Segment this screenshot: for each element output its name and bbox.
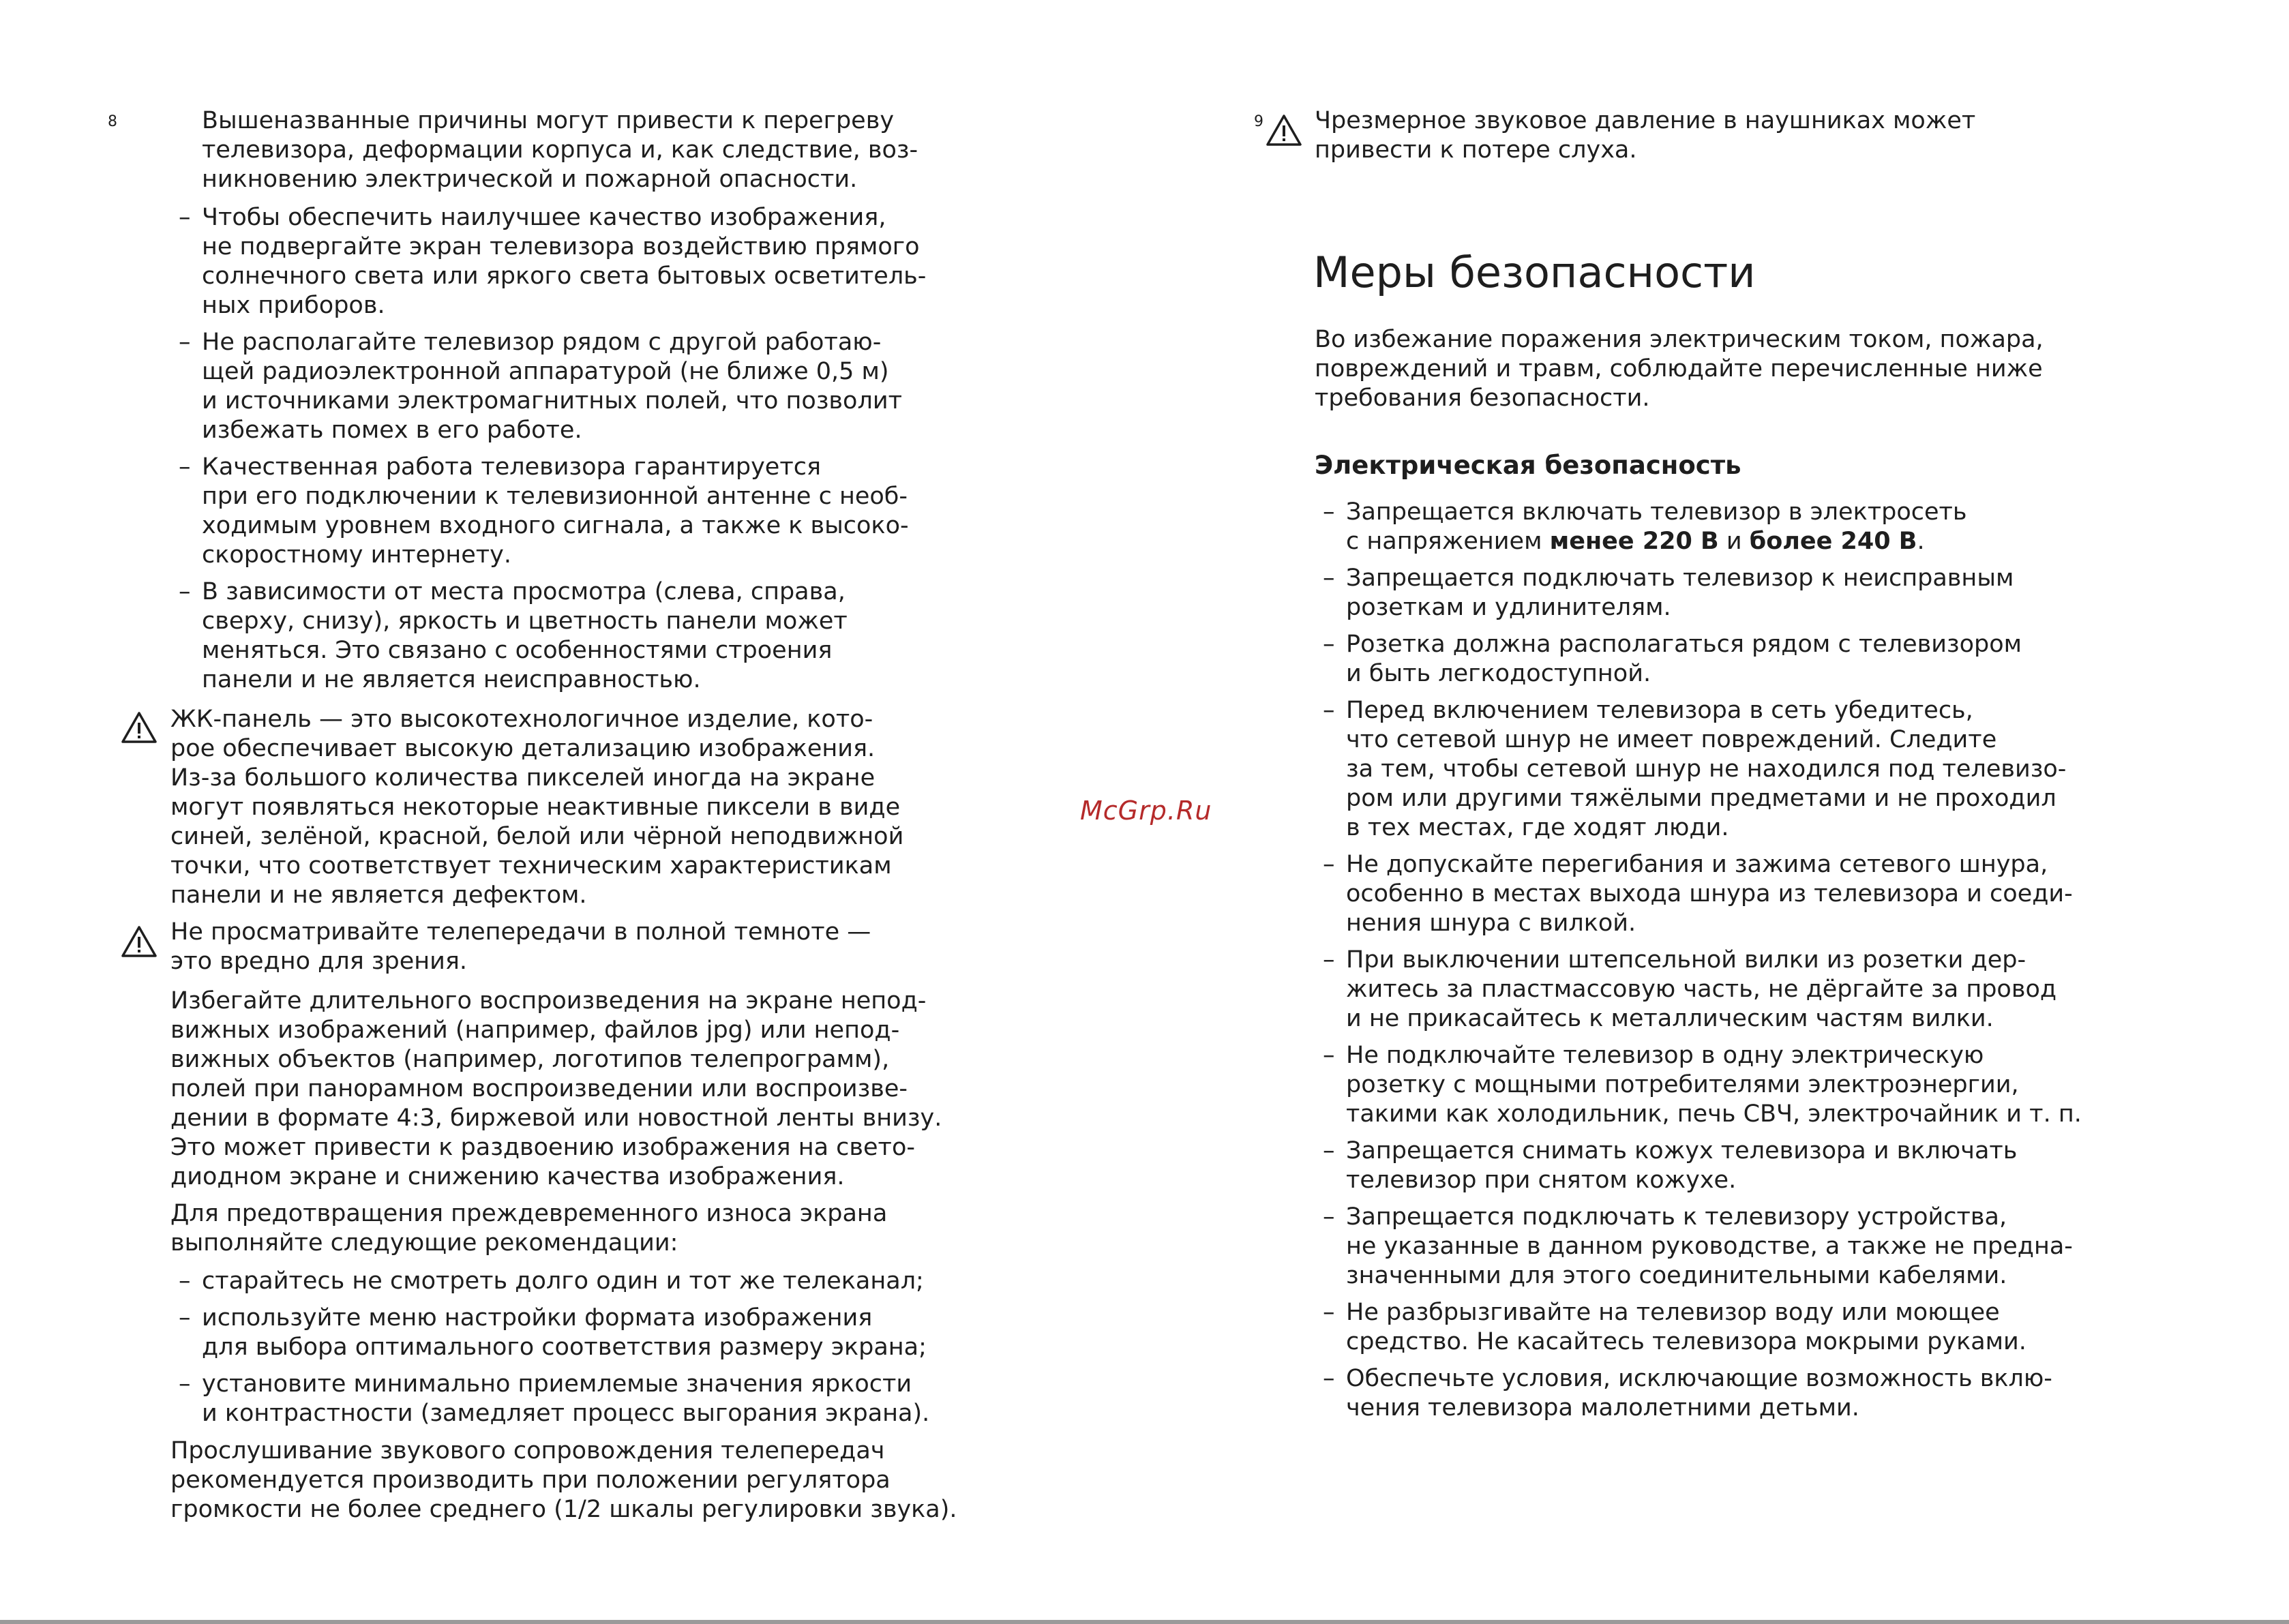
text-line: полей при панорамном воспроизведении или воспроизве-: [170, 1075, 908, 1102]
dash-marker: –: [1323, 631, 1335, 658]
text-line: такими как холодильник, печь СВЧ, электрочайник и т. п.: [1346, 1100, 2082, 1128]
list-item: [1323, 1364, 2082, 1423]
left-bullet-list-b: [179, 1267, 930, 1428]
text-line: рое обеспечивает высокую детализацию изображения.: [170, 735, 876, 762]
text-line: для выбора оптимального соответствия размеру экрана;: [202, 1334, 927, 1361]
page-number-left: 8: [108, 113, 117, 130]
text-line: солнечного света или яркого света бытовых осветитель-: [202, 262, 927, 290]
dash-marker: –: [1323, 1299, 1335, 1326]
text-line: При выключении штепсельной вилки из розетки дер-: [1346, 946, 2026, 974]
text-line: чения телевизора малолетними детьми.: [1346, 1394, 1859, 1422]
list-item: [1323, 1298, 2082, 1357]
text-line: Перед включением телевизора в сеть убедитесь,: [1346, 697, 1973, 724]
text-line: розетку с мощными потребителями электроэнергии,: [1346, 1071, 2019, 1098]
bottom-rule: [0, 1620, 2289, 1624]
section-title: Электрическая безопасность: [1315, 451, 1741, 480]
text-line: ных приборов.: [202, 292, 385, 319]
left-para-4: [170, 1437, 957, 1524]
text-line: выполняйте следующие рекомендации:: [170, 1229, 678, 1257]
list-item: [1323, 1137, 2082, 1195]
text-line: особенно в местах выхода шнура из телевизора и соеди-: [1346, 880, 2073, 907]
warning-triangle-icon: [1266, 114, 1302, 147]
text-line: и быть легкодоступной.: [1346, 660, 1651, 687]
text-line: и источниками электромагнитных полей, что позволит: [202, 387, 902, 415]
list-item: [179, 328, 926, 445]
right-warning: [1315, 106, 1975, 165]
text-line: сверху, снизу), яркость и цветность панели может: [202, 607, 848, 635]
text-line: В зависимости от места просмотра (слева, справа,: [202, 578, 846, 605]
dash-marker: –: [1323, 946, 1335, 974]
text-line: ром или другими тяжёлыми предметами и не проходил: [1346, 785, 2056, 812]
dash-marker: –: [1323, 851, 1335, 878]
dash-marker: –: [179, 1370, 191, 1398]
text-line: установите минимально приемлемые значения яркости: [202, 1370, 912, 1398]
text-line: розеткам и удлинителям.: [1346, 594, 1671, 621]
text-line: диодном экране и снижению качества изображения.: [170, 1163, 845, 1190]
page-number-right: 9: [1254, 113, 1263, 130]
text-line: Не просматривайте телепередачи в полной темноте —: [170, 918, 871, 946]
text-line: Из-за большого количества пикселей иногда на экране: [170, 764, 876, 792]
text-line: за тем, чтобы сетевой шнур не находился под телевизо-: [1346, 755, 2067, 783]
text-line: Качественная работа телевизора гарантируется: [202, 453, 822, 481]
text-line: панели и не является дефектом.: [170, 882, 587, 909]
text-line: повреждений и травм, соблюдайте перечисленные ниже: [1315, 355, 2043, 382]
list-item: [1323, 1203, 2082, 1291]
text-line: Запрещается подключать телевизор к неисправным: [1346, 565, 2014, 592]
dash-marker: –: [179, 578, 191, 605]
list-item: [179, 453, 926, 570]
dash-marker: –: [1323, 498, 1335, 526]
list-item: [1323, 498, 2082, 556]
text-line: и не прикасайтесь к металлическим частям вилки.: [1346, 1005, 1994, 1032]
text-line: Для предотвращения преждевременного износа экрана: [170, 1200, 888, 1227]
text-line: [1346, 527, 2082, 556]
text-line: щей радиоэлектронной аппаратурой (не ближе 0,5 м): [202, 358, 889, 385]
text-line: телевизор при снятом кожухе.: [1346, 1167, 1737, 1194]
left-bullet-list-a: [179, 203, 927, 695]
dash-marker: –: [1323, 1137, 1335, 1164]
dash-marker: –: [1323, 1042, 1335, 1069]
text-line: нения шнура с вилкой.: [1346, 909, 1636, 937]
dash-marker: –: [179, 1267, 191, 1295]
list-item: [1323, 1041, 2082, 1129]
text-line: старайтесь не смотреть долго один и тот же телеканал;: [202, 1267, 924, 1295]
text-line: Не подключайте телевизор в одну электрическую: [1346, 1042, 1984, 1069]
left-para-3: [170, 1199, 887, 1258]
text-line: Это может привести к раздвоению изображения на свето-: [170, 1134, 915, 1161]
dash-marker: –: [179, 1304, 191, 1332]
text-line: Чтобы обеспечить наилучшее качество изображения,: [202, 204, 886, 231]
text-line: используйте меню настройки формата изображения: [202, 1304, 873, 1332]
text-line: вижных объектов (например, логотипов телепрограмм),: [170, 1046, 890, 1073]
text-line: Не разбрызгивайте на телевизор воду или моющее: [1346, 1299, 2000, 1326]
text-line: Во избежание поражения электрическим током, пожара,: [1315, 326, 2044, 353]
text-line: требования безопасности.: [1315, 385, 1650, 412]
text-line: при его подключении к телевизионной антенне с необ-: [202, 483, 908, 510]
text-line: Запрещается снимать кожух телевизора и включать: [1346, 1137, 2018, 1164]
page-title: Меры безопасности: [1313, 247, 1756, 297]
text-line: вижных изображений (например, файлов jpg) или непод-: [170, 1017, 900, 1044]
text-line: ЖК-панель — это высокотехнологичное изделие, кото-: [170, 706, 873, 733]
text-line: не подвергайте экран телевизора воздействию прямого: [202, 233, 920, 260]
list-item: [179, 1304, 929, 1362]
list-item: [179, 203, 927, 320]
list-item: [1323, 696, 2082, 843]
list-item: [1323, 850, 2082, 938]
text-line: средство. Не касайтесь телевизора мокрыми руками.: [1346, 1328, 2026, 1355]
warning-triangle-icon: [121, 925, 158, 958]
text-line: Запрещается включать телевизор в электросеть: [1346, 498, 1967, 526]
dash-marker: –: [1323, 1203, 1335, 1231]
voltage-max: более 240 В: [1749, 528, 1917, 555]
text-line: синей, зелёной, красной, белой или чёрной неподвижной: [170, 823, 904, 850]
dash-marker: –: [179, 204, 191, 231]
text-line: ходимым уровнем входного сигнала, а также к высоко-: [202, 512, 909, 539]
text-line: панели и не является неисправностью.: [202, 666, 701, 693]
text-line: и контрастности (замедляет процесс выгорания экрана).: [202, 1400, 930, 1427]
dash-marker: –: [1323, 1365, 1335, 1392]
list-item: [1323, 630, 2082, 689]
dash-marker: –: [179, 329, 191, 356]
text-line: дении в формате 4:3, биржевой или новостной ленты внизу.: [170, 1104, 942, 1132]
left-warning-2: [170, 918, 871, 976]
text-line: привести к потере слуха.: [1315, 136, 1637, 164]
warning-triangle-icon: [121, 711, 158, 744]
text-line: громкости не более среднего (1/2 шкалы регулировки звука).: [170, 1496, 957, 1523]
right-intro: [1315, 325, 2044, 413]
text-line: избежать помех в его работе.: [202, 417, 582, 444]
left-warning-1: [170, 705, 903, 910]
text-line: Вышеназванные причины могут привести к перегреву: [202, 107, 895, 134]
text-line: Не располагайте телевизор рядом с другой работаю-: [202, 329, 882, 356]
text-line: Запрещается подключать к телевизору устройства,: [1346, 1203, 2007, 1231]
text-line: Обеспечьте условия, исключающие возможность вклю-: [1346, 1365, 2052, 1392]
text-line: Прослушивание звукового сопровождения телепередач: [170, 1437, 885, 1464]
list-item: [179, 577, 926, 695]
list-item: [1323, 946, 2082, 1034]
watermark-text: McGrp.Ru: [1080, 796, 1212, 826]
list-item: [179, 1370, 930, 1428]
text-line: телевизора, деформации корпуса и, как следствие, воз-: [202, 136, 918, 164]
text-line: никновению электрической и пожарной опасности.: [202, 166, 858, 193]
text-line: что сетевой шнур не имеет повреждений. Следите: [1346, 726, 1997, 753]
text-line: Избегайте длительного воспроизведения на экране непод-: [170, 987, 927, 1014]
text-line: это вредно для зрения.: [170, 948, 468, 975]
text-line: Не допускайте перегибания и зажима сетевого шнура,: [1346, 851, 2048, 878]
text-line: житесь за пластмассовую часть, не дёргайте за провод: [1346, 976, 2057, 1003]
text-line: Розетка должна располагаться рядом с телевизором: [1346, 631, 2022, 658]
text-fragment: с напряжением: [1346, 528, 1550, 555]
text-line: значенными для этого соединительными кабелями.: [1346, 1262, 2007, 1289]
text-line: рекомендуется производить при положении регулятора: [170, 1467, 891, 1494]
voltage-min: менее 220 В: [1549, 528, 1719, 555]
dash-marker: –: [1323, 565, 1335, 592]
dash-marker: –: [1323, 697, 1335, 724]
left-para-1: [202, 106, 918, 194]
text-line: меняться. Это связано с особенностями строения: [202, 637, 833, 664]
text-line: могут появляться некоторые неактивные пиксели в виде: [170, 794, 901, 821]
left-para-2: [170, 987, 942, 1192]
text-line: точки, что соответствует техническим характеристикам: [170, 852, 892, 879]
text-line: не указанные в данном руководстве, а также не предна-: [1346, 1233, 2073, 1260]
text-fragment: и: [1718, 528, 1750, 555]
text-line: Чрезмерное звуковое давление в наушниках может: [1315, 107, 1976, 134]
list-item: [1323, 564, 2082, 622]
right-bullet-list: [1323, 498, 2082, 1423]
dash-marker: –: [179, 453, 191, 481]
list-item: [179, 1267, 929, 1296]
text-line: в тех местах, где ходят люди.: [1346, 814, 1729, 841]
text-fragment: .: [1917, 528, 1925, 555]
text-line: скоростному интернету.: [202, 541, 512, 569]
